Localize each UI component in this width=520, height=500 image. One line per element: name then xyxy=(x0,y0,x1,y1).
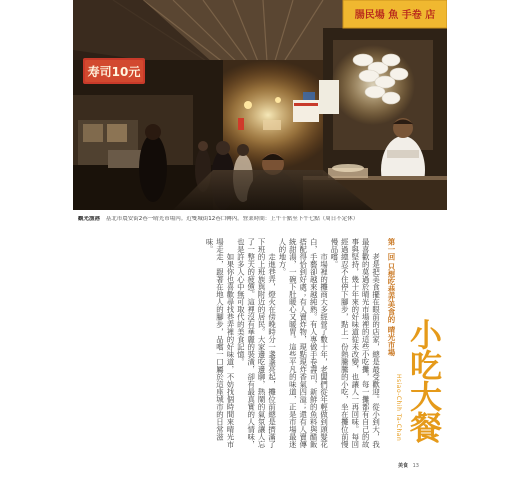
heading-part: 第一回 xyxy=(387,238,396,261)
heading-part: 只想吃巷弄美食的 xyxy=(387,263,396,324)
title-romanization: Hsiao-Chih Ta-Chan xyxy=(395,374,402,442)
page-number: 13 xyxy=(412,463,419,469)
article-paragraph: 走進巷弄，燈火在傍晚時分一盞盞亮起，攤位前總是擠滿了下班的上班族與附近的居民。大家邊吃邊聊，熱鬧的氣氛讓人忘了一整天的疲憊。這裡沒有華麗的裝潢，卻有最真實的人情味，也是許多人心中無可取代的美食記憶。 xyxy=(236,238,277,448)
sushi-price-sign: 寿司10元 xyxy=(87,65,141,79)
article-paragraph: 老是把美食擺在眼前的店家，總是最受歡迎。從小到大，我最喜歡的莫過於晴光市場裡的這些小吃攤，每一攤都有自己的故事與堅持，幾十年來的好味道從未改變，也讓人一再回味。每回經過總忍不住停下腳步，點上一份熱騰騰的小吃，坐在攤位前慢慢品嚐。 xyxy=(329,238,381,448)
fish-handroll-banner: 腸民場 魚 手卷 店 xyxy=(354,10,436,21)
article-paragraph: 如果你也喜歡尋找巷弄裡的好味道，不妨找個時間來晴光市場走走，跟著在地人的腳步，品嚐一口屬於這座城市的日常滋味。 xyxy=(205,238,235,448)
section-title: 小吃大餐 xyxy=(405,318,443,442)
caption-title: 觀光漁港 xyxy=(78,216,101,222)
article-body xyxy=(100,238,396,450)
market-photo xyxy=(73,0,447,210)
article-paragraph: 市場裡的攤商大多經營了數十年，老闆們從年輕做到頭髮花白，手藝卻越來越純熟。有人專做手卷壽司，新鮮的魚料與醋飯搭配得恰到好處；有人賣炸物，現點現炸香氣四溢；還有人賣傳統甜湯，一碗下肚暖心又暖胃。這些平凡的味道，正是市場最迷人的地方。 xyxy=(277,238,329,448)
photo-caption xyxy=(78,216,448,223)
footer-section: 美食 xyxy=(398,463,409,469)
market-photo-illustration xyxy=(73,0,447,210)
page-footer xyxy=(398,462,419,469)
heading-part: 晴光市場 xyxy=(387,325,396,356)
caption-text: 基北市農安街2巷一晴光市場內。近雙城街12巷口轉內。營業時間：上午十點至下午七點（周日不定休） xyxy=(105,216,359,222)
